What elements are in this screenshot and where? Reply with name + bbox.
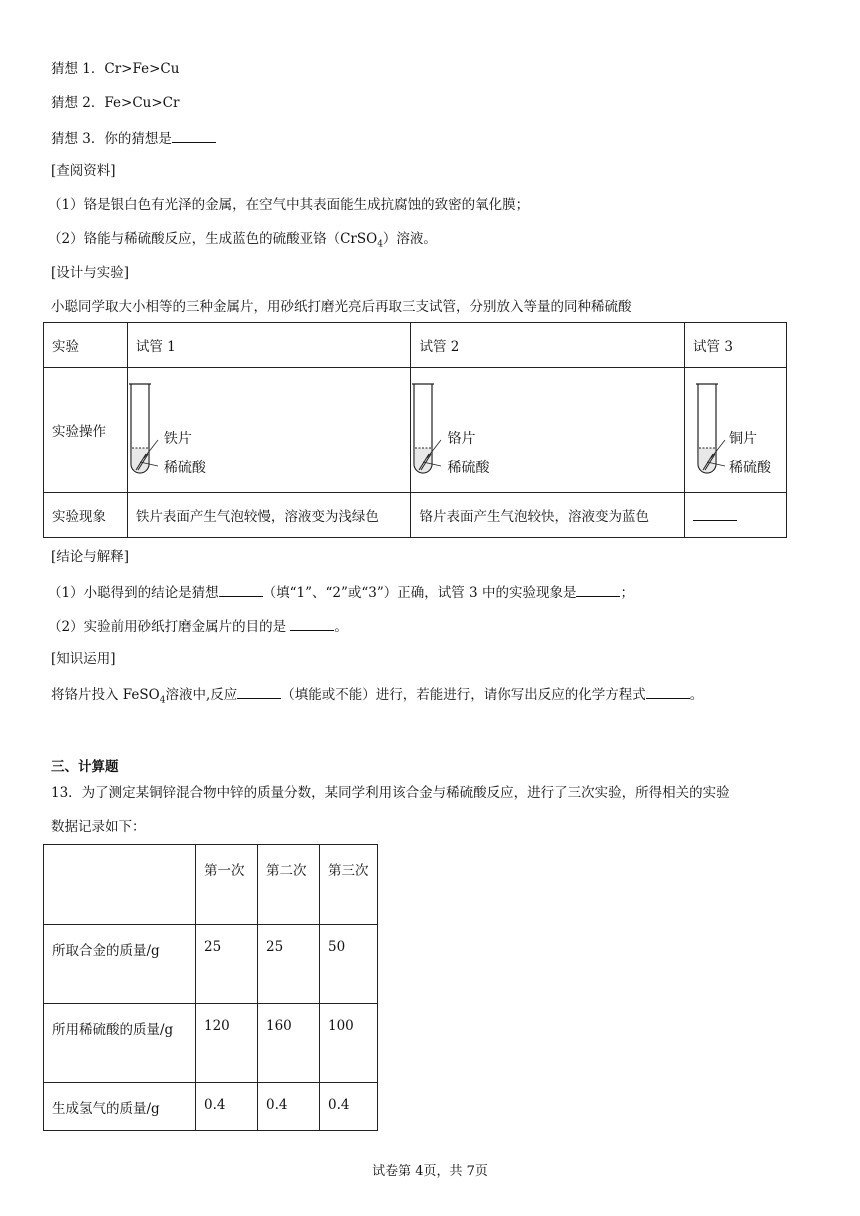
table-cell: 25	[258, 925, 320, 1004]
table-cell: 0.4	[320, 1083, 378, 1131]
design-heading: [设计与实验]	[51, 265, 130, 281]
table-header-row	[44, 323, 787, 368]
header-cell: 试管 3	[685, 323, 787, 368]
hypothesis-3: 猜想 3．你的猜想是	[51, 128, 216, 148]
hypothesis-2: 猜想 2．Fe>Cu>Cr	[51, 95, 180, 111]
table-row	[44, 1004, 378, 1083]
page-footer: 试卷第 4页，共 7页	[372, 1164, 488, 1179]
table-cell: 120	[196, 1004, 258, 1083]
question-13-text: 13．为了测定某铜锌混合物中锌的质量分数，某同学利用该合金与稀硫酸反应，进行了三次实验，所得相关的实验	[51, 785, 730, 801]
tube-2-acid-label: 稀硫酸	[447, 460, 490, 476]
answer-blank[interactable]	[576, 582, 620, 597]
table-cell: 0.4	[258, 1083, 320, 1131]
table-header-row	[44, 845, 378, 925]
conclusion-q1: （1）小聪得到的结论是猜想 （填“1”、“2”或“3”）正确，试管 3 中的实验现象是 ；	[48, 582, 634, 602]
answer-blank[interactable]	[237, 684, 281, 699]
tube-1-metal-label: 铁片	[163, 431, 192, 447]
phenomenon-tube-3	[685, 493, 787, 538]
row-label: 所用稀硫酸的质量/g	[44, 1004, 196, 1083]
table-cell: 160	[258, 1004, 320, 1083]
tube-3-metal-label: 铜片	[729, 431, 758, 447]
application-question: 将铬片投入 FeSO$_4$溶液中,反应 （填能或不能）进行，若能进行，请你写出反应的化学方程式 。	[51, 684, 703, 710]
answer-blank[interactable]	[290, 616, 334, 631]
research-heading: [查阅资料]	[51, 163, 116, 179]
tube-1-cell	[127, 368, 411, 493]
tube-1-acid-label: 稀硫酸	[163, 460, 206, 476]
conclusion-q2: （2）实验前用砂纸打磨金属片的目的是 。	[48, 616, 348, 636]
research-item-2: （2）铬能与稀硫酸反应，生成蓝色的硫酸亚铬（CrSO$_4$）溶液。	[48, 231, 437, 250]
answer-blank[interactable]	[693, 506, 737, 521]
row-label: 所取合金的质量/g	[44, 925, 196, 1004]
section-title: 三、计算题	[51, 759, 119, 775]
header-cell: 第一次	[196, 845, 258, 925]
table-row	[44, 925, 378, 1004]
header-cell: 试管 2	[411, 323, 685, 368]
row-label: 生成氢气的质量/g	[44, 1083, 196, 1131]
application-heading: [知识运用]	[51, 651, 116, 667]
header-cell: 实验	[44, 323, 128, 368]
header-cell: 试管 1	[127, 323, 411, 368]
phenomenon-tube-2: 铬片表面产生气泡较快，溶液变为蓝色	[411, 493, 685, 538]
answer-blank[interactable]	[646, 684, 690, 699]
research-item-1: （1）铬是银白色有光泽的金属，在空气中其表面能生成抗腐蚀的致密的氧化膜；	[48, 197, 530, 213]
conclusion-heading: [结论与解释]	[51, 549, 130, 565]
table-cell: 50	[320, 925, 378, 1004]
tube-3-acid-label: 稀硫酸	[729, 460, 772, 476]
experiment-table	[43, 322, 787, 538]
question-13-text-continued: 数据记录如下：	[51, 819, 146, 835]
table-cell: 0.4	[196, 1083, 258, 1131]
data-table	[43, 844, 378, 1131]
tube-2-cell	[411, 368, 685, 493]
table-row	[44, 1083, 378, 1131]
operation-row	[44, 368, 787, 493]
phenomenon-row	[44, 493, 787, 538]
design-intro: 小聪同学取大小相等的三种金属片，用砂纸打磨光亮后再取三支试管，分别放入等量的同种稀硫酸	[51, 299, 632, 315]
phenomenon-tube-1: 铁片表面产生气泡较慢，溶液变为浅绿色	[127, 493, 411, 538]
table-cell: 100	[320, 1004, 378, 1083]
header-cell: 第二次	[258, 845, 320, 925]
operation-label: 实验操作	[44, 368, 128, 493]
hypothesis-1: 猜想 1．Cr>Fe>Cu	[51, 61, 180, 77]
header-cell	[44, 845, 196, 925]
tube-2-metal-label: 铬片	[447, 431, 476, 447]
header-cell: 第三次	[320, 845, 378, 925]
phenomenon-label: 实验现象	[44, 493, 128, 538]
answer-blank[interactable]	[172, 128, 216, 143]
answer-blank[interactable]	[219, 582, 263, 597]
tube-3-cell	[685, 368, 787, 493]
table-cell: 25	[196, 925, 258, 1004]
